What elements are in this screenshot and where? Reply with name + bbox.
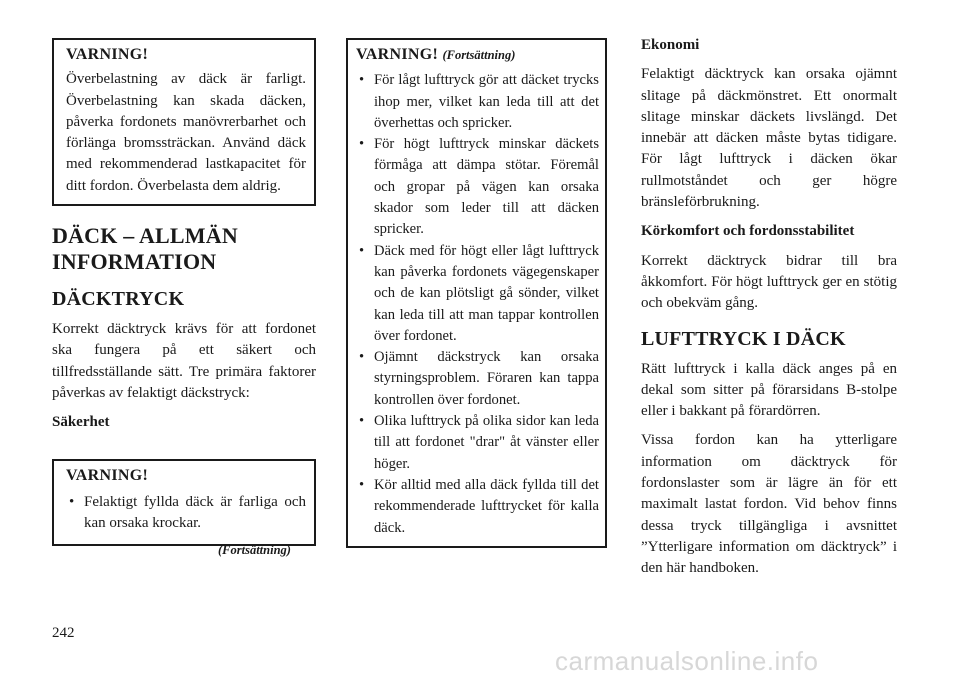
middle-column bbox=[346, 38, 607, 548]
warning-box-overload bbox=[52, 38, 316, 206]
section-heading-tires-general: DÄCK – ALLMÄN INFORMATION bbox=[52, 223, 238, 275]
warning-bullet: • Olika lufttryck på olika sidor kan leda till att fordonet "drar" åt vänster eller höger. bbox=[356, 411, 599, 475]
warning-bullet: • Kör alltid med alla däck fyllda till det rekommenderade lufttrycket för kalla däck. bbox=[356, 475, 599, 539]
continued-note: (Fortsättning) bbox=[218, 543, 291, 557]
warning-bullet: • För lågt lufttryck gör att däcket trycks ihop mer, vilket kan leda till att det överhettas och spricker. bbox=[356, 70, 599, 134]
safety-label: Säkerhet bbox=[52, 414, 110, 431]
continued-label: (Fortsättning) bbox=[442, 48, 516, 62]
warning-text: Överbelastning av däck är farligt. Överbelastning kan skada däcken, påverka fordonets manövrerbarhet och förlänga bromssträckan. Använd däck med rekommenderad lastkapacitet för ditt fordon. Överbelasta dem aldrig. bbox=[66, 71, 306, 194]
section-heading-tire-pressure: DÄCKTRYCK bbox=[52, 288, 185, 311]
warning-box-continued bbox=[346, 38, 607, 548]
warning-bullet: • Felaktigt fyllda däck är farliga och kan orsaka krockar. bbox=[66, 492, 306, 535]
comfort-label: Körkomfort och fordonsstabilitet bbox=[641, 223, 855, 240]
comfort-paragraph: Korrekt däcktryck bidrar till bra åkkomfort. För högt lufttryck ger en stötig och obekväm gång. bbox=[641, 252, 897, 312]
intro-paragraph: Korrekt däcktryck krävs för att fordonet ska fungera på ett säkert och tillfredsställande sätt. Tre primära faktorer påverkas av felaktigt däckstryck: bbox=[52, 321, 316, 401]
section-heading-air-pressure: LUFTTRYCK I DÄCK bbox=[641, 327, 846, 350]
warning-title-row bbox=[356, 44, 599, 66]
warning-title: VARNING! bbox=[356, 46, 439, 63]
warning-title: VARNING! bbox=[66, 466, 149, 484]
left-column bbox=[52, 38, 316, 546]
air-pressure-paragraph-1: Rätt lufttryck i kalla däck anges på en dekal som sitter på förarsidans B-stolpe eller i bakkant på förardörren. bbox=[641, 360, 897, 420]
economy-label: Ekonomi bbox=[641, 37, 700, 53]
warning-bullet: • För högt lufttryck minskar däckets förmåga att dämpa stötar. Föremål och gropar på vägen kan orsaka skador som leder till att däcken spricker. bbox=[356, 134, 599, 240]
warning-bullet: • Ojämnt däckstryck kan orsaka styrningsproblem. Föraren kan tappa kontrollen över fordonet. bbox=[356, 347, 599, 411]
warning-bullet: • Däck med för högt eller lågt lufttryck kan påverka fordonets vägegenskaper och de kan plötsligt gå sönder, vilket kan leda till att man tappar kontrollen över fordonet. bbox=[356, 241, 599, 347]
warning-title: VARNING! bbox=[66, 46, 149, 63]
economy-paragraph: Felaktigt däcktryck kan orsaka ojämnt slitage på däckmönstret. Ett onormalt slitage minskar däckets livslängd. Det innebär att däcken måste bytas tidigare. För lågt lufttryck i däcken ökar rullmotståndet och ger högre bränsleförbrukning. bbox=[641, 66, 897, 211]
page-number: 242 bbox=[52, 625, 75, 641]
right-column bbox=[641, 35, 897, 580]
watermark: carmanualsonline.info bbox=[555, 646, 819, 676]
air-pressure-paragraph-2: Vissa fordon kan ha ytterligare information om däcktryck för fordonslaster som är lägre än för ett maximalt lastat fordon. Vid behov finns dessa tryck tillgängliga i avsnittet ”Ytterligare information om däcktryck” i den här handboken. bbox=[641, 432, 897, 577]
warning-box-inflation bbox=[52, 459, 316, 547]
